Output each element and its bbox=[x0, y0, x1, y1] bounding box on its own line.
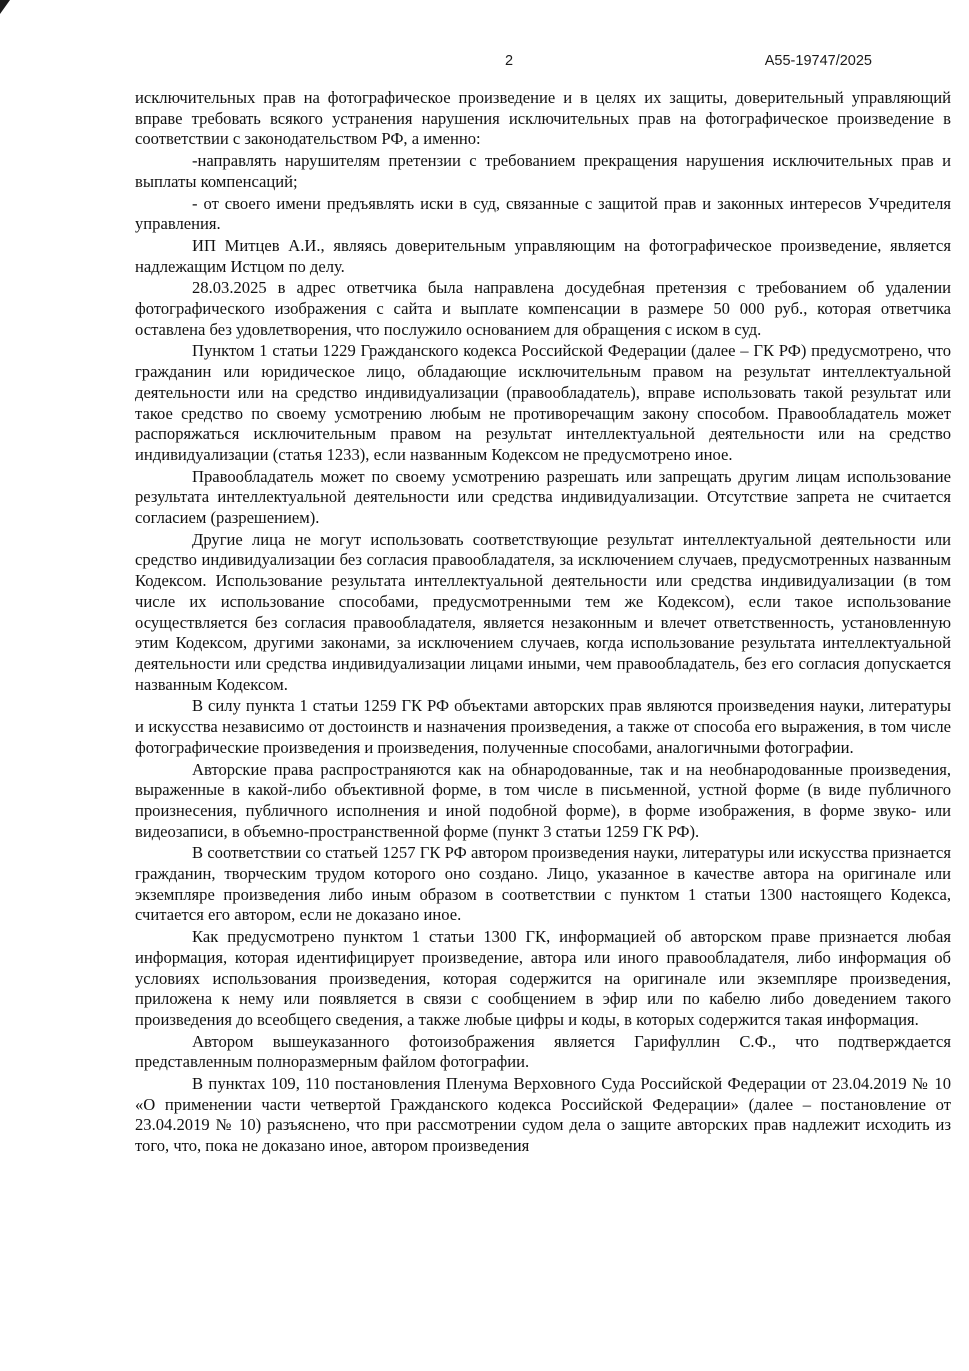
paragraph: Автором вышеуказанного фотоизображения является Гарифуллин С.Ф., что подтверждается представленным полноразмерным файлом фотографии. bbox=[135, 1031, 951, 1072]
document-body bbox=[135, 88, 951, 1158]
paragraph: В силу пункта 1 статьи 1259 ГК РФ объектами авторских прав являются произведения науки, литературы и искусства независимо от достоинств и назначения произведения, а также от способа его выражения, в том числе фотографические произведения и произведения, полученные способами, аналогичными фотографии. bbox=[135, 696, 951, 757]
paragraph: - от своего имени предъявлять иски в суд, связанные с защитой прав и законных интересов Учредителя управления. bbox=[135, 193, 951, 234]
page-number: 2 bbox=[505, 53, 514, 69]
paragraph: -направлять нарушителям претензии с требованием прекращения нарушения исключительных прав и выплаты компенсаций; bbox=[135, 151, 951, 191]
paragraph: Пунктом 1 статьи 1229 Гражданского кодекса Российской Федерации (далее – ГК РФ) предусмотрено, что гражданин или юридическое лицо, обладающие исключительным правом на результат интеллектуальной деятельности или на средство индивидуализации (правообладатель), вправе использовать такой результат или такое средство по своему усмотрению любым не противоречащим закону способом. Правообладатель может распоряжаться исключительным правом на результат интеллектуальной деятельности или на средство индивидуализации (статья 1233), если названным Кодексом не предусмотрено иное. bbox=[135, 341, 951, 464]
paragraph: Другие лица не могут использовать соответствующие результат интеллектуальной деятельности или средство индивидуализации без согласия правообладателя, за исключением случаев, предусмотренных названным Кодексом. Использование результата интеллектуальной деятельности или средства индивидуализации (в том числе их использование способами, предусмотренными тем же Кодексом), если такое использование осуществляется без согласия правообладателя, является незаконным и влечет ответственность, установленную этим Кодексом, другими законами, за исключением случаев, когда использование результата интеллектуальной деятельности или средства индивидуализации лицами иными, чем правообладатель, без его согласия допускается названным Кодексом. bbox=[135, 529, 951, 694]
paragraph: В соответствии со статьей 1257 ГК РФ автором произведения науки, литературы или искусства признается гражданин, творческим трудом которого оно создано. Лицо, указанное в качестве автора на оригинале или экземпляре произведения либо иным образом в соответствии с пунктом 1 статьи 1300 настоящего Кодекса, считается его автором, если не доказано иное. bbox=[135, 843, 951, 925]
case-number: А55-19747/2025 bbox=[764, 53, 872, 69]
paragraph: Авторские права распространяются как на обнародованные, так и на необнародованные произведения, выраженные в какой-либо объективной форме, в том числе в письменной, устной форме (в виде публичного произнесения, публичного исполнения и иной подобной форме), в форме изображения, в форме звуко- или видеозаписи, в объемно-пространственной форме (пункт 3 статьи 1259 ГК РФ). bbox=[135, 759, 951, 841]
paragraph: 28.03.2025 в адрес ответчика была направлена досудебная претензия с требованием об удалении фотографического изображения с сайта и выплате компенсации в размере 50 000 руб., которая ответчика оставлена без удовлетворения, что послужило основанием для обращения с иском в суд. bbox=[135, 278, 951, 339]
paragraph: Как предусмотрено пунктом 1 статьи 1300 ГК, информацией об авторском праве признается любая информация, которая идентифицирует произведение, автора или иного правообладателя, либо информация об условиях использования произведения, которая содержится на оригинале или экземпляре произведения, приложена к нему или появляется в связи с сообщением в эфир или по кабелю либо доведением такого произведения до всеобщего сведения, а также любые цифры и коды, в которых содержится такая информация. bbox=[135, 927, 951, 1029]
paragraph: исключительных прав на фотографическое произведение и в целях их защиты, доверительный управляющий вправе требовать всякого устранения нарушения исключительных прав на фотографическое произведение в соответствии с законодательством РФ, а именно: bbox=[135, 88, 951, 149]
paragraph: Правообладатель может по своему усмотрению разрешать или запрещать другим лицам использование результата интеллектуальной деятельности или средства индивидуализации. Отсутствие запрета не считается согласием (разрешением). bbox=[135, 466, 951, 528]
scan-corner-artifact bbox=[0, 0, 10, 14]
paragraph: В пунктах 109, 110 постановления Пленума Верховного Суда Российской Федерации от 23.04.2019 № 10 «О применении части четвертой Гражданского кодекса Российской Федерации» (далее – постановление от 23.04.2019 № 10) разъяснено, что при рассмотрении судом дела о защите авторских прав надлежит исходить из того, что, пока не доказано иное, автором произведения bbox=[135, 1074, 951, 1156]
paragraph: ИП Митцев А.И., являясь доверительным управляющим на фотографическое произведение, является надлежащим Истцом по делу. bbox=[135, 235, 951, 276]
